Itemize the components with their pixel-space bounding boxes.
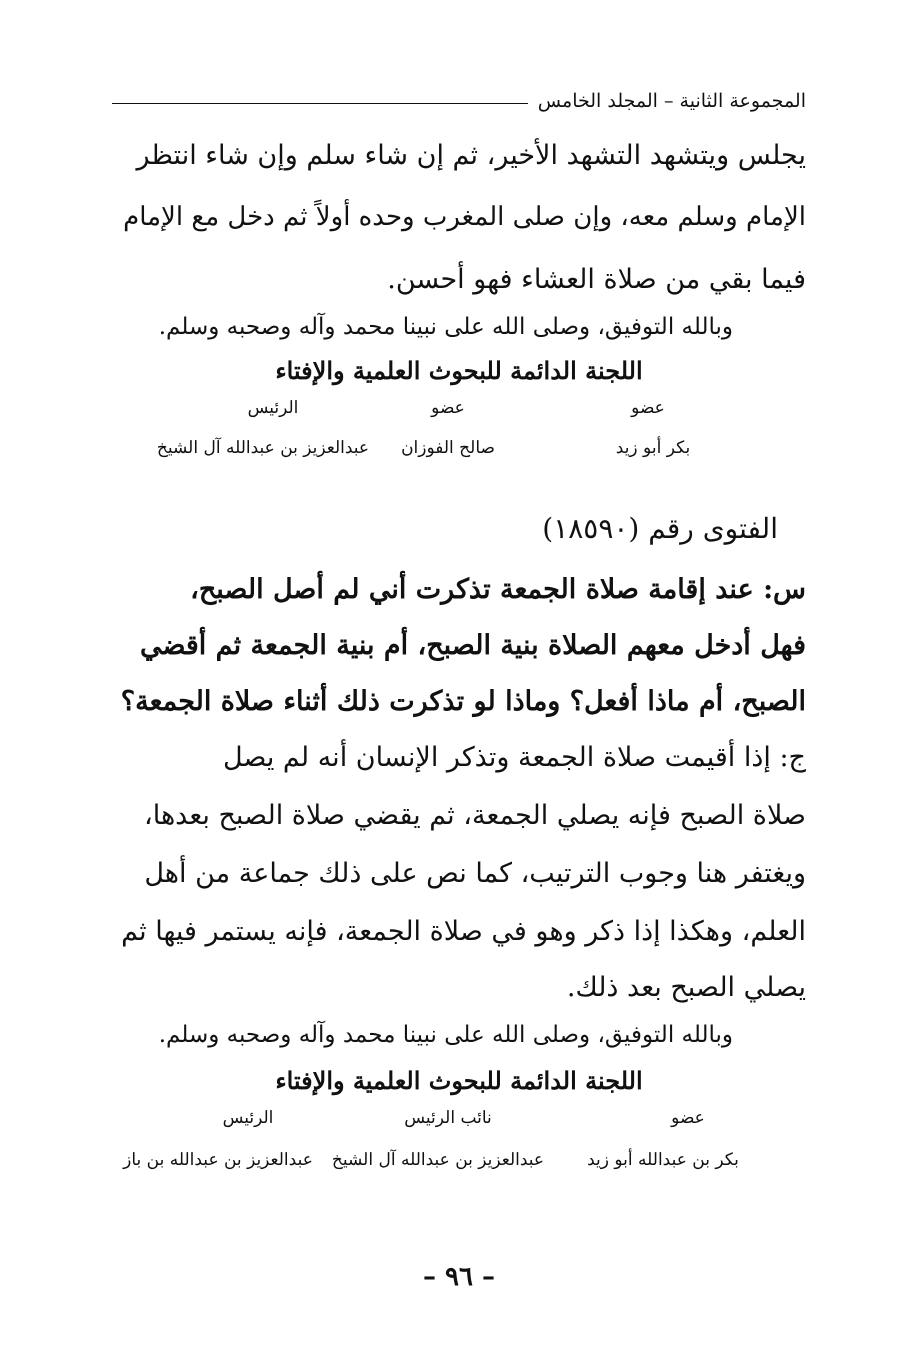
committee-name: اللجنة الدائمة للبحوث العلمية والإفتاء	[275, 356, 643, 385]
signature-name: صالح الفوزان	[401, 438, 495, 458]
question-line: الصبح، أم ماذا أفعل؟ وماذا لو تذكرت ذلك أثناء صلاة الجمعة؟	[120, 686, 806, 717]
signature-name: بكر بن عبدالله أبو زيد	[587, 1150, 739, 1170]
closing-formula: وبالله التوفيق، وصلى الله على نبينا محمد وآله وصحبه وسلم.	[158, 314, 733, 340]
signature-name: عبدالعزيز بن عبدالله آل الشيخ	[156, 438, 370, 458]
closing-formula: وبالله التوفيق، وصلى الله على نبينا محمد وآله وصحبه وسلم.	[158, 1022, 733, 1048]
answer-line: العلم، وهكذا إذا ذكر وهو في صلاة الجمعة، فإنه يستمر فيها ثم	[121, 916, 806, 947]
body-line: يجلس ويتشهد التشهد الأخير، ثم إن شاء سلم وإن شاء انتظر	[136, 140, 806, 171]
body-line: فيما بقي من صلاة العشاء فهو أحسن.	[387, 264, 806, 295]
answer-line: صلاة الصبح فإنه يصلي الجمعة، ثم يقضي صلاة الصبح بعدها،	[144, 800, 806, 831]
signature-role: نائب الرئيس	[404, 1108, 492, 1128]
body-line: الإمام وسلم معه، وإن صلى المغرب وحده أولاً ثم دخل مع الإمام	[123, 202, 806, 232]
answer-line: ويغتفر هنا وجوب الترتيب، كما نص على ذلك جماعة من أهل	[144, 858, 806, 889]
signature-role: عضو	[431, 398, 465, 418]
signature-name: عبدالعزيز بن عبدالله بن باز	[123, 1150, 313, 1170]
signature-role: الرئيس	[222, 1108, 274, 1128]
page-number: – ٩٦ –	[422, 1262, 496, 1292]
answer-line: ج: إذا أقيمت صلاة الجمعة وتذكر الإنسان أنه لم يصل	[222, 742, 806, 773]
signature-role: الرئيس	[247, 398, 299, 418]
signature-role: عضو	[631, 398, 665, 418]
committee-name: اللجنة الدائمة للبحوث العلمية والإفتاء	[275, 1066, 643, 1095]
header-title: المجموعة الثانية – المجلد الخامس	[537, 90, 806, 112]
signature-name: بكر أبو زيد	[615, 438, 691, 458]
answer-line: يصلي الصبح بعد ذلك.	[566, 972, 806, 1003]
header-rule	[112, 103, 528, 104]
running-header	[112, 86, 806, 116]
fatwa-number: الفتوى رقم (١٨٥٩٠)	[542, 512, 778, 545]
signature-role: عضو	[671, 1108, 705, 1128]
question-line: فهل أدخل معهم الصلاة بنية الصبح، أم بنية الجمعة ثم أقضي	[139, 630, 806, 661]
signature-name: عبدالعزيز بن عبدالله آل الشيخ	[331, 1150, 545, 1170]
question-line: س: عند إقامة صلاة الجمعة تذكرت أني لم أصل الصبح،	[190, 574, 806, 605]
